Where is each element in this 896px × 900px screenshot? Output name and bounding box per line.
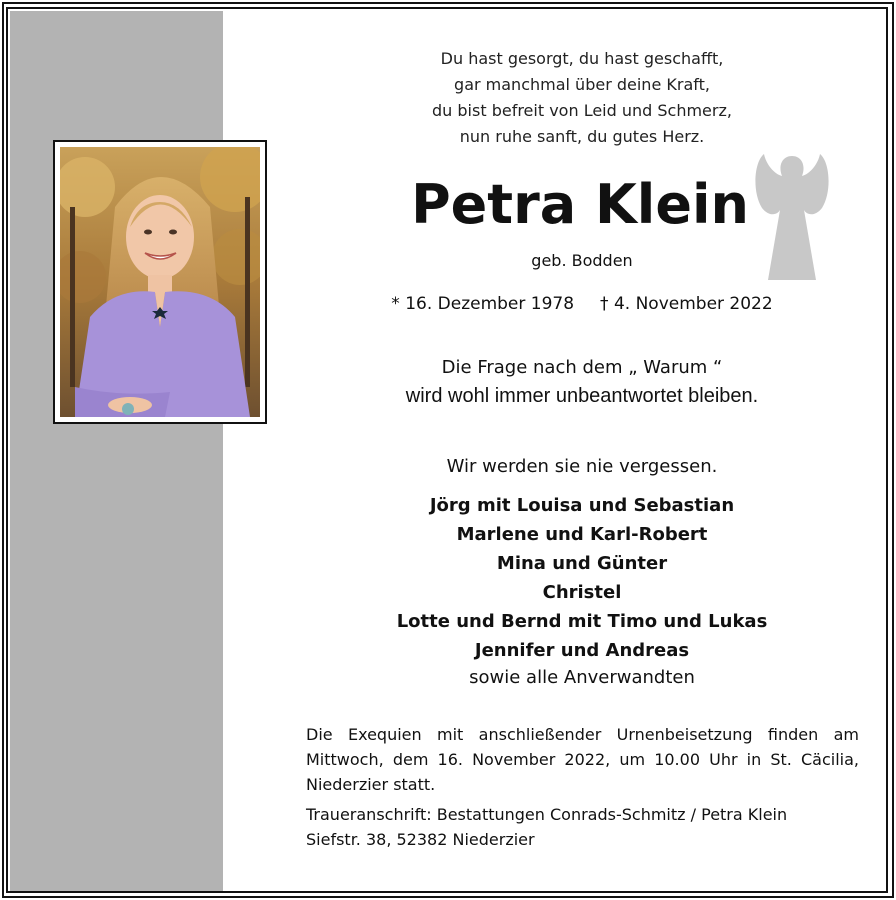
poem-line: du bist befreit von Leid und Schmerz, <box>432 101 732 120</box>
death-date: † 4. November 2022 <box>600 294 773 314</box>
family-member: Marlene und Karl-Robert <box>456 524 708 545</box>
family-member: Mina und Günter <box>496 553 668 574</box>
never-forget-line: Wir werden sie nie vergessen. <box>446 456 718 477</box>
angel-icon <box>752 152 832 284</box>
poem-line: nun ruhe sanft, du gutes Herz. <box>459 127 705 146</box>
family-member: Jennifer und Andreas <box>474 640 690 661</box>
birth-date: * 16. Dezember 1978 <box>391 294 575 314</box>
family-member: Christel <box>542 582 622 603</box>
deceased-name: Petra Klein <box>411 173 749 236</box>
exequies-line: Niederzier statt. <box>306 775 436 794</box>
address-line: Traueranschrift: Bestattungen Conrads-Schmitz / Petra Klein <box>306 805 788 824</box>
exequies-line: Mittwoch, dem 16. November 2022, um 10.00 Uhr in St. Cäcilia, <box>306 750 859 769</box>
life-dates <box>382 294 782 314</box>
family-member: Lotte und Bernd mit Timo und Lukas <box>396 611 768 632</box>
poem-line: Du hast gesorgt, du hast geschafft, <box>440 49 724 68</box>
quote-line-2: wird wohl immer unbeantwortet bleiben. <box>405 385 759 407</box>
birth-name: geb. Bodden <box>531 251 633 270</box>
portrait-frame <box>53 140 267 424</box>
family-member: Jörg mit Louisa und Sebastian <box>429 495 735 516</box>
portrait-photo <box>60 147 260 417</box>
exequies-notice <box>306 722 859 797</box>
address-line: Siefstr. 38, 52382 Niederzier <box>306 830 535 849</box>
poem-line: gar manchmal über deine Kraft, <box>454 75 710 94</box>
family-list <box>332 491 832 665</box>
quote <box>332 355 832 411</box>
relatives-line: sowie alle Anverwandten <box>469 667 695 688</box>
mourning-address <box>306 802 859 852</box>
poem <box>282 46 882 150</box>
quote-line-1: Die Frage nach dem „ Warum “ <box>441 357 723 378</box>
exequies-line: Die Exequien mit anschließender Urnenbeisetzung finden am <box>306 725 859 744</box>
